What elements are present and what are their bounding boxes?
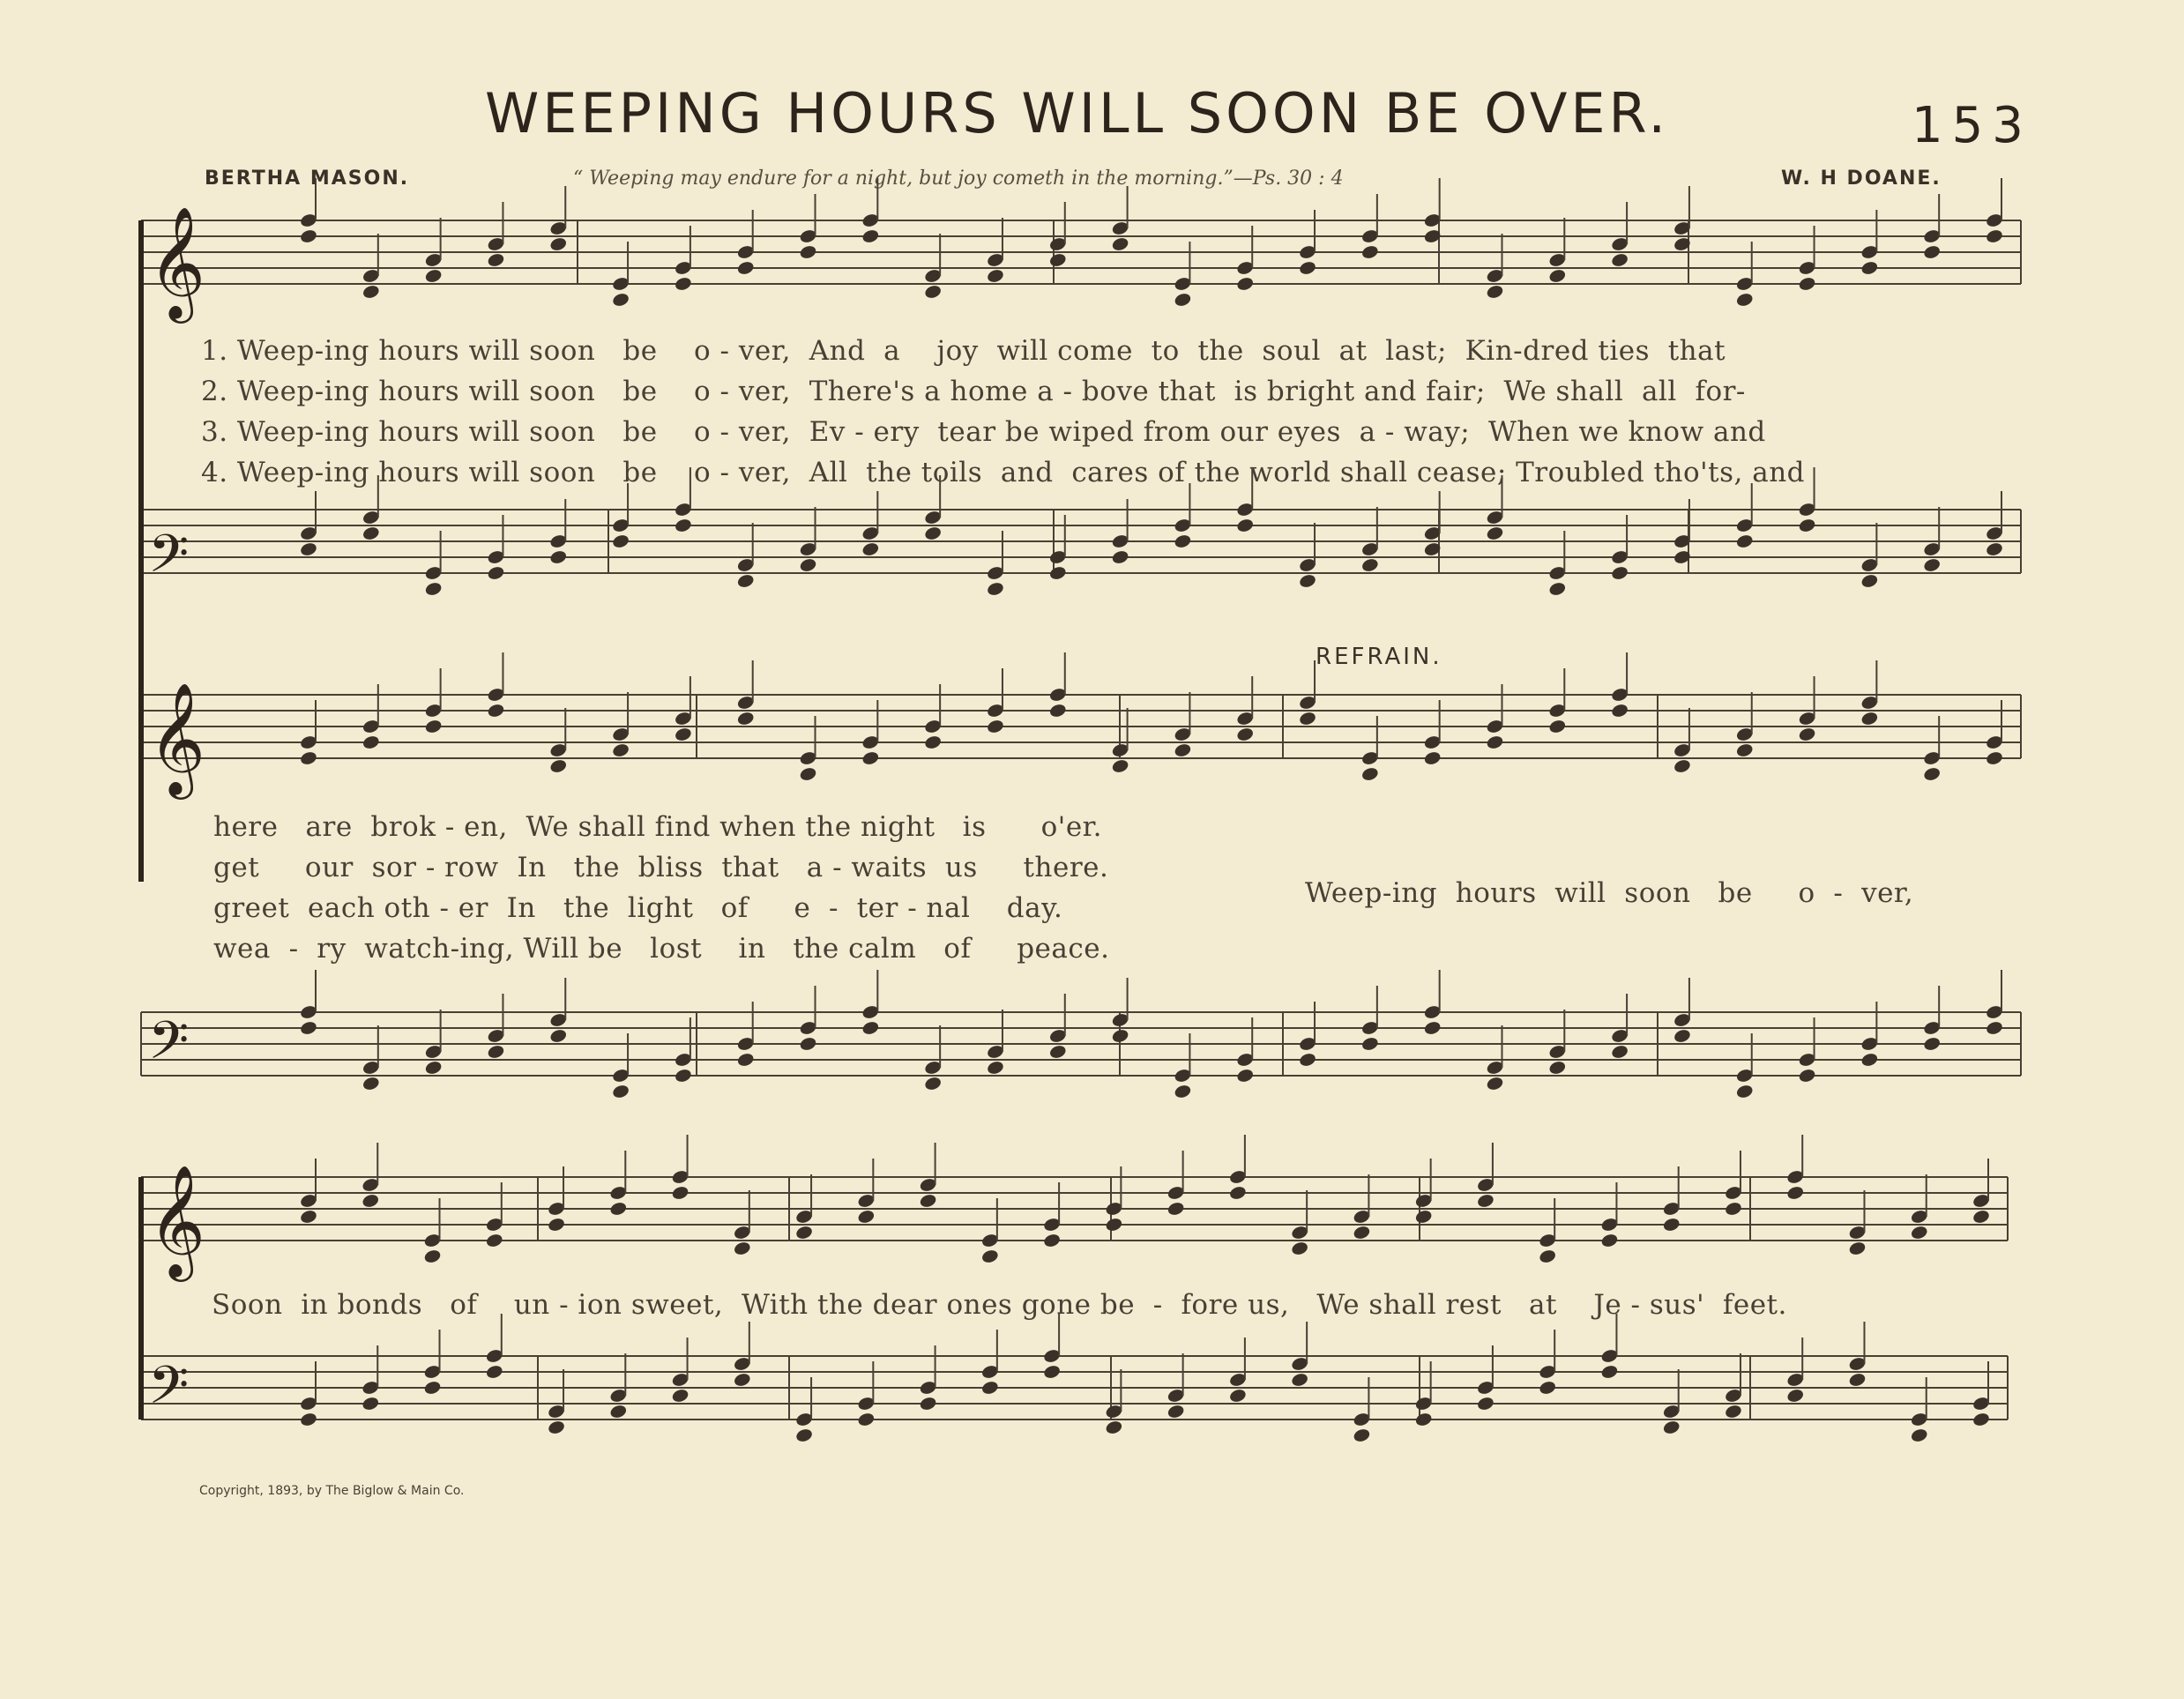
- notehead: [1724, 1404, 1742, 1420]
- lyricist-credit: BERTHA MASON.: [205, 168, 410, 190]
- notehead: [424, 581, 443, 597]
- notehead: [1798, 1068, 1816, 1084]
- notehead: [487, 703, 505, 719]
- notehead: [1539, 1380, 1557, 1396]
- notehead: [1423, 1020, 1442, 1036]
- notehead: [1236, 727, 1255, 742]
- notehead: [1414, 1209, 1433, 1225]
- notehead: [611, 1084, 630, 1099]
- notehead: [736, 260, 755, 276]
- notehead: [1174, 292, 1192, 308]
- notehead: [1111, 1028, 1129, 1044]
- notehead: [736, 573, 755, 589]
- verse-1-line: here are brok - en, We shall find when the night is o'er.: [213, 811, 1102, 843]
- notehead: [923, 284, 942, 300]
- notehead: [1236, 276, 1255, 292]
- notehead: [923, 1076, 942, 1092]
- notehead: [1111, 758, 1129, 774]
- notehead: [299, 541, 317, 557]
- notehead: [1985, 1020, 2003, 1036]
- notehead: [857, 1412, 876, 1427]
- notehead: [362, 1193, 380, 1209]
- notehead: [611, 742, 630, 758]
- notehead: [1860, 1052, 1879, 1068]
- notehead: [1360, 766, 1379, 782]
- verse-2-line: 2. Weep-ing hours will soon be o - ver, There's a home a - bove that is bright and fair; We shall all for-: [201, 376, 1746, 407]
- notehead: [733, 1241, 751, 1256]
- notehead: [485, 1364, 503, 1380]
- verse-1-line: 1. Weep-ing hours will soon be o - ver, And a joy will come to the soul at last; Kin-dred ties that: [201, 335, 1726, 367]
- notehead: [1167, 1201, 1185, 1217]
- notehead: [1236, 518, 1255, 533]
- notehead: [799, 1036, 817, 1052]
- notehead: [674, 276, 692, 292]
- notehead: [1610, 703, 1629, 719]
- notehead: [423, 1248, 442, 1264]
- notehead: [1105, 1217, 1123, 1233]
- notehead: [1476, 1396, 1495, 1412]
- verse-3-line: 3. Weep-ing hours will soon be o - ver, Ev - ery tear be wiped from our eyes a - way; When we know and: [201, 416, 1766, 448]
- notehead: [1610, 1044, 1629, 1060]
- notehead: [986, 268, 1004, 284]
- notehead: [861, 750, 880, 766]
- notehead: [1548, 1060, 1567, 1076]
- notehead: [1985, 541, 2003, 557]
- notehead: [1735, 742, 1754, 758]
- notehead: [299, 1020, 317, 1036]
- bass-clef-icon: 𝄢: [148, 1354, 190, 1428]
- verse-2-line: get our sor - row In the bliss that a - waits us there.: [213, 852, 1109, 883]
- notehead: [485, 1233, 503, 1248]
- notehead: [1353, 1225, 1371, 1241]
- notehead: [861, 228, 880, 244]
- notehead: [299, 750, 317, 766]
- notehead: [861, 541, 880, 557]
- notehead: [919, 1193, 937, 1209]
- notehead: [923, 734, 942, 750]
- verse-4-line: 4. Weep-ing hours will soon be o - ver, All the toils and cares of the world shall cease; Troubled tho'ts, and: [201, 457, 1806, 488]
- notehead: [1972, 1209, 1990, 1225]
- notehead: [1923, 557, 1942, 573]
- notehead: [1600, 1364, 1619, 1380]
- composer-credit: W. H DOANE.: [1781, 168, 1942, 190]
- notehead: [1298, 711, 1316, 727]
- treble-clef-icon: 𝄞: [148, 1164, 206, 1277]
- notehead: [1042, 1233, 1061, 1248]
- notehead: [919, 1396, 937, 1412]
- notehead: [362, 284, 380, 300]
- notehead: [1174, 533, 1192, 549]
- notehead: [1048, 252, 1067, 268]
- notehead: [611, 533, 630, 549]
- notehead: [609, 1404, 628, 1420]
- notehead: [1798, 276, 1816, 292]
- notehead: [1848, 1241, 1867, 1256]
- notehead: [674, 518, 692, 533]
- notehead: [547, 1420, 565, 1435]
- notehead: [1786, 1185, 1805, 1201]
- notehead: [1290, 1372, 1308, 1388]
- notehead: [424, 1060, 443, 1076]
- notehead: [1923, 244, 1942, 260]
- notehead: [857, 1209, 876, 1225]
- notehead: [424, 268, 443, 284]
- notehead: [1548, 581, 1567, 597]
- notehead: [1111, 549, 1129, 565]
- notehead: [423, 1380, 442, 1396]
- notehead: [1786, 1388, 1805, 1404]
- notehead: [1673, 758, 1691, 774]
- notehead: [736, 1052, 755, 1068]
- bass-clef-icon: 𝄢: [148, 1010, 190, 1084]
- notehead: [674, 1068, 692, 1084]
- notehead: [736, 711, 755, 727]
- clefs: [148, 205, 205, 1428]
- notehead: [1662, 1217, 1681, 1233]
- notehead: [299, 1209, 317, 1225]
- notehead: [549, 236, 568, 252]
- notehead: [794, 1427, 813, 1443]
- notehead: [362, 525, 380, 541]
- notehead: [861, 1020, 880, 1036]
- notehead: [487, 1044, 505, 1060]
- notehead: [1610, 565, 1629, 581]
- notehead: [1860, 260, 1879, 276]
- notehead: [1042, 1364, 1061, 1380]
- notehead: [1985, 750, 2003, 766]
- notehead: [1735, 292, 1754, 308]
- notehead: [1167, 1404, 1185, 1420]
- scripture-epigraph: “ Weeping may endure for a night, but joy cometh in the morning.”—Ps. 30 : 4: [573, 168, 1344, 190]
- notehead: [1298, 573, 1316, 589]
- notehead: [1610, 252, 1629, 268]
- copyright-notice: Copyright, 1893, by The Biglow & Main Co.: [199, 1484, 465, 1498]
- notehead: [1360, 244, 1379, 260]
- notehead: [1111, 236, 1129, 252]
- notehead: [1486, 284, 1504, 300]
- notehead: [1860, 711, 1879, 727]
- notehead: [1228, 1388, 1247, 1404]
- notehead: [980, 1380, 999, 1396]
- notehead: [1548, 719, 1567, 734]
- refrain-lyric: Weep-ing hours will soon be o - ver,: [1305, 877, 1914, 909]
- notehead: [1848, 1372, 1867, 1388]
- notehead: [1174, 742, 1192, 758]
- notehead: [362, 1076, 380, 1092]
- notehead: [1923, 766, 1942, 782]
- notehead: [674, 727, 692, 742]
- notehead: [1360, 557, 1379, 573]
- notehead: [1476, 1193, 1495, 1209]
- notehead: [986, 581, 1004, 597]
- notehead: [1414, 1412, 1433, 1427]
- notehead: [1972, 1412, 1990, 1427]
- notehead: [986, 719, 1004, 734]
- notehead: [549, 1028, 568, 1044]
- notehead: [362, 734, 380, 750]
- notehead: [1174, 1084, 1192, 1099]
- notehead: [549, 758, 568, 774]
- notehead: [733, 1372, 751, 1388]
- notehead: [299, 228, 317, 244]
- notehead: [923, 525, 942, 541]
- notehead: [1360, 1036, 1379, 1052]
- notehead: [1798, 518, 1816, 533]
- notehead: [299, 1412, 317, 1427]
- notehead: [980, 1248, 999, 1264]
- notehead: [1724, 1201, 1742, 1217]
- notehead: [1486, 1076, 1504, 1092]
- notehead: [794, 1225, 813, 1241]
- notehead: [1423, 750, 1442, 766]
- notehead: [799, 557, 817, 573]
- verse-3-line: greet each oth - er In the light of e - ter - nal day.: [213, 892, 1063, 924]
- notehead: [1798, 727, 1816, 742]
- notehead: [1228, 1185, 1247, 1201]
- notehead: [671, 1388, 689, 1404]
- notehead: [487, 565, 505, 581]
- notehead: [362, 1396, 380, 1412]
- notehead: [1290, 1241, 1308, 1256]
- notehead: [611, 292, 630, 308]
- notehead: [1923, 1036, 1942, 1052]
- notehead: [671, 1185, 689, 1201]
- notehead: [986, 1060, 1004, 1076]
- notehead: [609, 1201, 628, 1217]
- notehead: [1600, 1233, 1619, 1248]
- notehead: [1298, 260, 1316, 276]
- notehead: [1735, 1084, 1754, 1099]
- notehead: [547, 1217, 565, 1233]
- notehead: [424, 719, 443, 734]
- notehead: [487, 252, 505, 268]
- notehead: [799, 766, 817, 782]
- refrain-lyric-line: Soon in bonds of un - ion sweet, With the dear ones gone be - fore us, We shall rest at Je - sus' feet.: [212, 1289, 1787, 1321]
- notehead: [1860, 573, 1879, 589]
- notehead: [1048, 703, 1067, 719]
- notehead: [1048, 1044, 1067, 1060]
- notehead: [1048, 565, 1067, 581]
- notehead: [1486, 525, 1504, 541]
- notehead: [1910, 1225, 1928, 1241]
- treble-clef-icon: 𝄞: [148, 682, 206, 794]
- notehead: [1985, 228, 2003, 244]
- hymn-title: WEEPING HOURS WILL SOON BE OVER.: [485, 81, 1670, 145]
- notehead: [1486, 734, 1504, 750]
- notehead: [1298, 1052, 1316, 1068]
- verse-4-line: wea - ry watch-ing, Will be lost in the calm of peace.: [213, 933, 1110, 965]
- notehead: [1673, 1028, 1691, 1044]
- notehead: [1735, 533, 1754, 549]
- notehead: [1548, 268, 1567, 284]
- notehead: [1105, 1420, 1123, 1435]
- refrain-label: REFRAIN.: [1316, 644, 1442, 670]
- notehead: [1353, 1427, 1371, 1443]
- treble-clef-icon: 𝄞: [148, 205, 206, 318]
- notehead: [1539, 1248, 1557, 1264]
- notehead: [549, 549, 568, 565]
- notehead: [799, 244, 817, 260]
- page-number: 153: [1912, 97, 2032, 154]
- notehead: [1910, 1427, 1928, 1443]
- notehead: [1662, 1420, 1681, 1435]
- bass-clef-icon: 𝄢: [148, 523, 190, 597]
- notehead: [1236, 1068, 1255, 1084]
